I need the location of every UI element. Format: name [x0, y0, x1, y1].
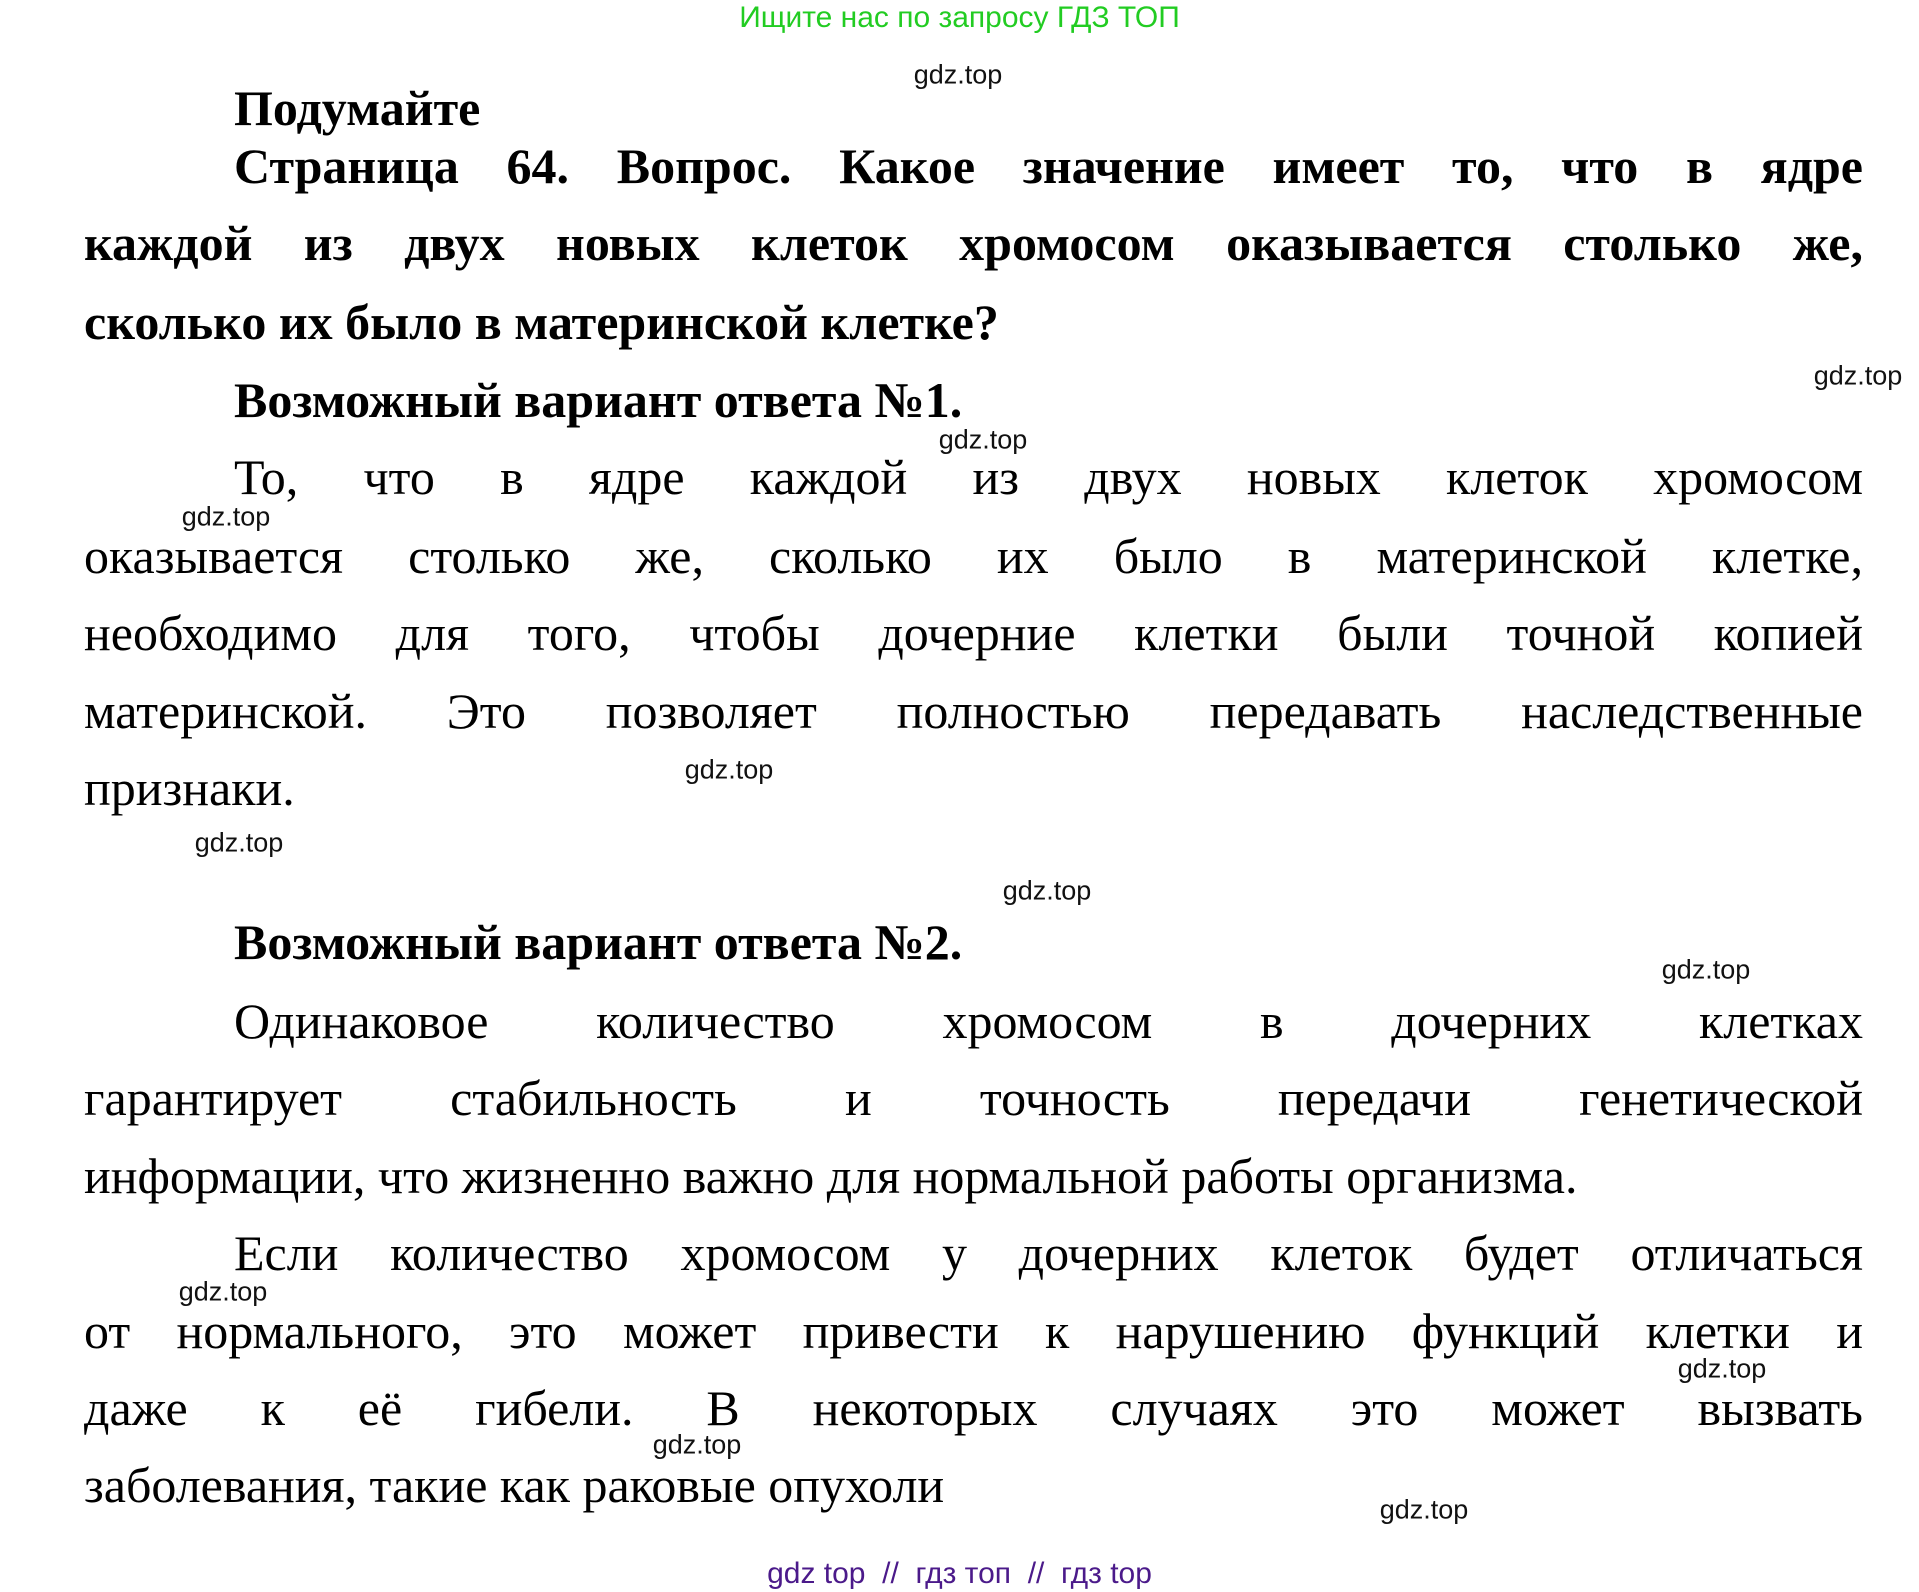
watermark: gdz.top: [1002, 875, 1092, 906]
search-banner: Ищите нас по запросу ГДЗ ТОП: [739, 1, 1180, 34]
watermark: gdz.top: [178, 1276, 268, 1307]
watermark: gdz.top: [913, 59, 1003, 90]
watermark: gdz.top: [1661, 954, 1751, 985]
answer1-title: Возможный вариант ответа №1.: [234, 372, 963, 428]
watermark: gdz.top: [652, 1429, 742, 1460]
section-title: Подумайте: [234, 80, 481, 136]
answer1-line: необходимо для того, чтобы дочерние клетки были точной копией: [84, 605, 1863, 661]
answer2-line: даже к её гибели. В некоторых случаях это может вызвать: [84, 1380, 1863, 1436]
answer2-title: Возможный вариант ответа №2.: [234, 914, 963, 970]
answer1-line: материнской. Это позволяет полностью передавать наследственные: [84, 683, 1863, 739]
answer2-line: информации, что жизненно важно для нормальной работы организма.: [84, 1148, 1578, 1204]
answer2-line: Если количество хромосом у дочерних клеток будет отличаться: [234, 1225, 1863, 1281]
answer1-line: То, что в ядре каждой из двух новых клеток хромосом: [234, 449, 1863, 505]
answer1-line: признаки.: [84, 760, 295, 816]
answer2-line: от нормального, это может привести к нарушению функций клетки и: [84, 1303, 1863, 1359]
question-line: Страница 64. Вопрос. Какое значение имеет то, что в ядре: [234, 138, 1863, 194]
watermark: gdz.top: [1813, 360, 1903, 391]
watermark: gdz.top: [194, 827, 284, 858]
watermark: gdz.top: [1677, 1353, 1767, 1384]
footer-links: gdz top // гдз топ // гдз top: [767, 1557, 1152, 1590]
watermark: gdz.top: [1379, 1494, 1469, 1525]
question-line: сколько их было в материнской клетке?: [84, 294, 999, 350]
question-line: каждой из двух новых клеток хромосом оказывается столько же,: [84, 215, 1863, 271]
answer2-line: Одинаковое количество хромосом в дочерних клетках: [234, 993, 1863, 1049]
answer1-line: оказывается столько же, сколько их было в материнской клетке,: [84, 528, 1863, 584]
watermark: gdz.top: [181, 501, 271, 532]
answer2-line: гарантирует стабильность и точность передачи генетической: [84, 1070, 1863, 1126]
answer2-line: заболевания, такие как раковые опухоли: [84, 1457, 945, 1513]
watermark: gdz.top: [938, 424, 1028, 455]
watermark: gdz.top: [684, 754, 774, 785]
